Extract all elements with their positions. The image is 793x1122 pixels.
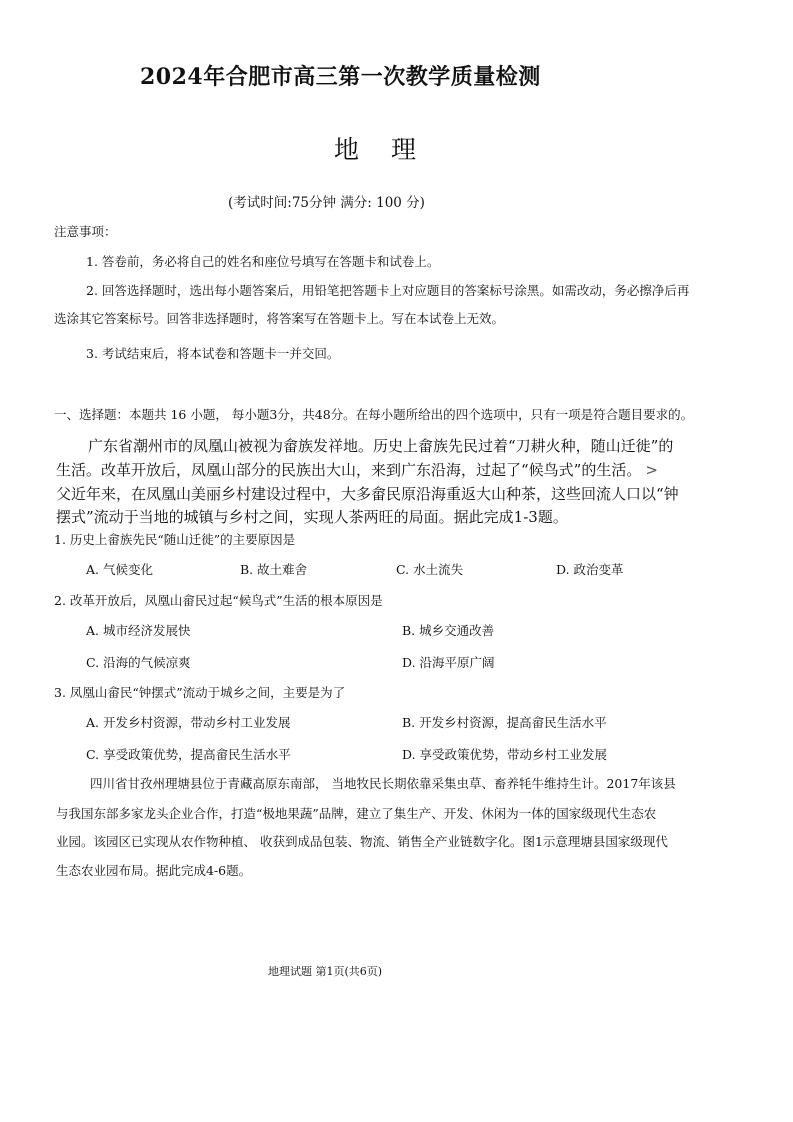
question-1-option-b: B. 故土难舍: [240, 562, 308, 577]
passage-2-line-3: 业园。该园区已实现从农作物种植、 收获到成品包装、物流、销售全产业链数字化。图1示意理塘县国家级现代: [56, 834, 668, 849]
passage-1-line-4: 摆式”流动于当地的城镇与乡村之间，实现人茶两旺的局面。据此完成1-3题。: [56, 508, 568, 526]
question-3-stem: 3. 凤凰山畲民“钟摆式”流动于城乡之间，主要是为了: [54, 685, 346, 700]
question-2-option-a: A. 城市经济发展快: [86, 623, 191, 638]
question-2-option-c: C. 沿海的气候凉爽: [86, 655, 191, 670]
chevron-right-icon: >: [645, 461, 658, 479]
note-item-1: 1. 答卷前，务必将自己的姓名和座位号填写在答题卡和试卷上。: [86, 254, 440, 269]
exam-title: 2024年合肥市高三第一次教学质量检测: [140, 64, 541, 90]
question-3-option-d: D. 享受政策优势，带动乡村工业发展: [402, 747, 608, 762]
page-footer: 地理试题 第1页(共6页): [268, 965, 383, 978]
passage-2-line-4: 生态农业园布局。据此完成4-6题。: [56, 863, 252, 878]
passage-2-line-1: 四川省甘孜州理塘县位于青藏高原东南部， 当地牧民长期依靠采集虫草、畜养牦牛维持生计。2017年该县: [90, 776, 676, 791]
passage-1-line-3: 父近年来，在凤凰山美丽乡村建设过程中，大多畲民原沿海重返大山种茶，这些回流人口以“钟: [56, 485, 679, 503]
notes-heading: 注意事项：: [54, 224, 117, 239]
question-1-option-d: D. 政治变革: [556, 562, 624, 577]
exam-info: (考试时间:75分钟 满分: 100 分): [228, 195, 425, 211]
passage-1-line-2-text: 生活。改革开放后，凤凰山部分的民族出大山，来到广东沿海，过起了“候鸟式”的生活。: [56, 461, 642, 479]
section-heading: 一、选择题：本题共 16 小题， 每小题3分，共48分。在每小题所给出的四个选项中，只有一项是符合题目要求的。: [54, 407, 694, 422]
question-1-option-c: C. 水土流失: [396, 562, 464, 577]
note-item-3: 3. 考试结束后，将本试卷和答题卡一并交回。: [86, 346, 340, 361]
note-item-2-line-2: 选涂其它答案标号。回答非选择题时，将答案写在答题卡上。写在本试卷上无效。: [54, 311, 505, 326]
question-3-option-a: A. 开发乡村资源，带动乡村工业发展: [86, 715, 291, 730]
passage-1-line-1: 广东省潮州市的凤凰山被视为畲族发祥地。历史上畲族先民过着“刀耕火种，随山迁徙”的: [88, 437, 674, 455]
question-1-option-a: A. 气候变化: [86, 562, 153, 577]
question-1-stem: 1. 历史上畲族先民“随山迁徙”的主要原因是: [54, 532, 296, 547]
question-2-option-b: B. 城乡交通改善: [402, 623, 495, 638]
subject-title: 地 理: [334, 135, 428, 164]
question-2-stem: 2. 改革开放后，凤凰山畲民过起“候鸟式”生活的根本原因是: [54, 593, 383, 608]
question-3-option-c: C. 享受政策优势，提高畲民生活水平: [86, 747, 291, 762]
note-item-2-line-1: 2. 回答选择题时，选出每小题答案后，用铅笔把答题卡上对应题目的答案标号涂黑。如需改动，务必擦净后再: [86, 283, 690, 298]
passage-1-line-2: [56, 459, 658, 480]
question-3-option-b: B. 开发乡村资源，提高畲民生活水平: [402, 715, 607, 730]
passage-2-line-2: 与我国东部多家龙头企业合作，打造“极地果蔬”品牌，建立了集生产、开发、休闲为一体的国家级现代生态农: [56, 806, 657, 821]
question-2-option-d: D. 沿海平原广阔: [402, 655, 495, 670]
